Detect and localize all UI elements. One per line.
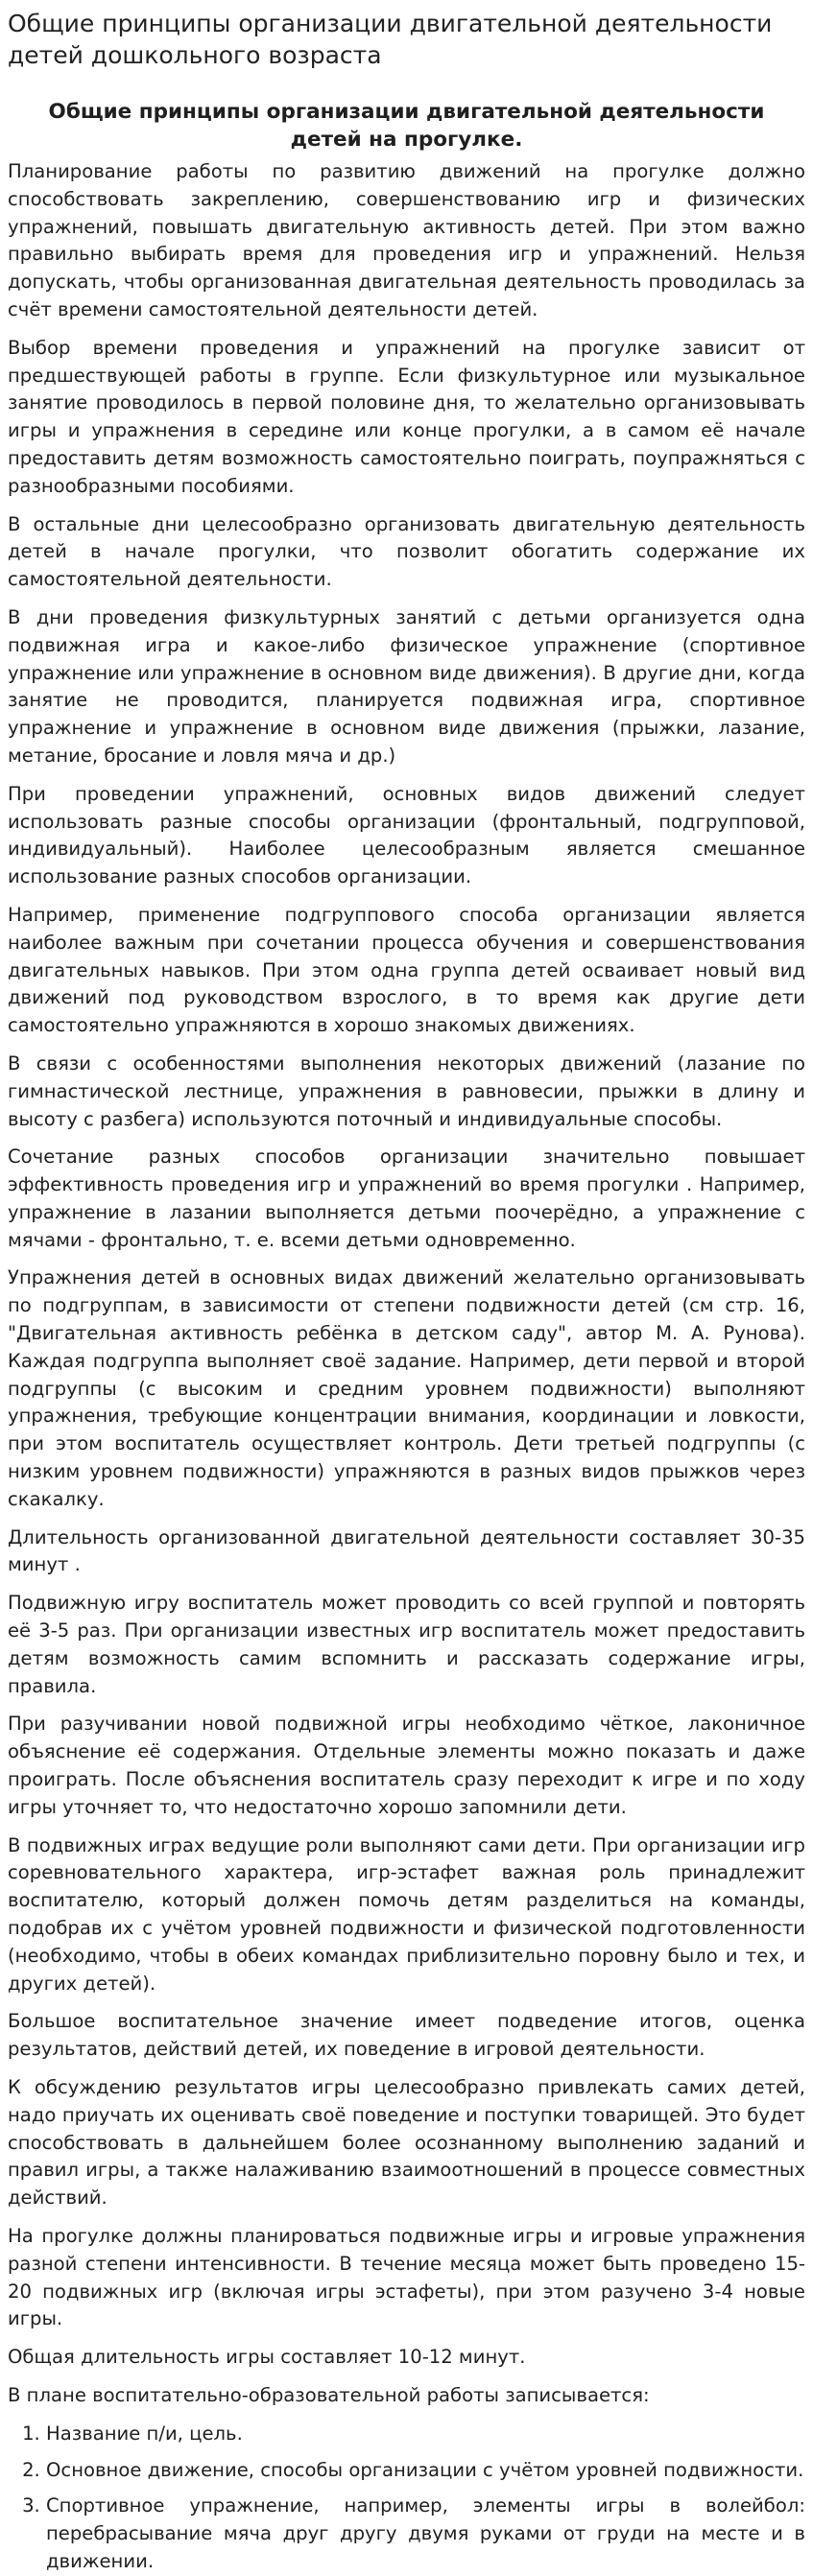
paragraph: Например, применение подгруппового способа организации является наиболее важным при сочетании процесса обучения и совершенствования двигательных навыков. При этом одна группа детей осваивает новый вид движений под руководством взрослого, в то время как другие дети самостоятельно упражняются в хорошо знакомых движениях.: [8, 903, 805, 1037]
paragraph: Общая длительность игры составляет 10-12 минут.: [8, 2346, 526, 2369]
paragraph: Подвижную игру воспитатель может проводить со всей группой и повторять её 3-5 раз. При организации известных игр воспитатель может предоставить детям возможность самим вспомнить и рассказать содержание игры, правила.: [8, 1592, 805, 1697]
paragraph: В дни проведения физкультурных занятий с детьми организуется одна подвижная игра и какое-либо физическое упражнение (спортивное упражнение или упражнение в основном виде движения). В другие дни, когда занятие не проводится, планируется подвижная игра, спортивное упражнение и упражнение в основном виде движения (прыжки, лазание, метание, бросание и ловля мяча и др.): [8, 605, 805, 767]
paragraph: Длительность организованной двигательной деятельности составляет 30-35 минут .: [8, 1525, 805, 1576]
paragraph: В остальные дни целесообразно организовать двигательную деятельность детей в начале прогулки, что позволит обогатить содержание их самостоятельной деятельности.: [8, 512, 805, 591]
paragraph: К обсуждению результатов игры целесообразно привлекать самих детей, надо приучать их оценивать своё поведение и поступки товарищей. Это будет способствовать в дальнейшем более осознанному выполнению заданий и правил игры, а также налаживанию взаимоотношений в процессе совместных действий.: [8, 2076, 805, 2210]
list-item: 2. Основное движение, способы организации с учётом уровней подвижности.: [46, 2457, 805, 2485]
paragraph: На прогулке должны планироваться подвижные игры и игровые упражнения разной степени интенсивности. В течение месяца может быть проведено 15-20 подвижных игр (включая игры эстафеты), при этом разучено 3-4 новые игры.: [8, 2224, 805, 2330]
paragraph: В подвижных играх ведущие роли выполняют сами дети. При организации игр соревновательного характера, игр-эстафет важная роль принадлежит воспитателю, который должен помочь детям разделиться на команды, подобрав их с учётом уровней подвижности и физической подготовленности (необходимо, чтобы в обеих командах приблизительно поровну было и тех, и других детей).: [8, 1833, 805, 1995]
article: [8, 98, 805, 2576]
list-item: 1. Название п/и, цель.: [46, 2421, 805, 2448]
paragraph: При проведении упражнений, основных видов движений следует использовать разные способы организации (фронтальный, подгрупповой, индивидуальный). Наиболее целесообразным является смешанное использование разных способов организации.: [8, 782, 805, 888]
paragraph: В связи с особенностями выполнения некоторых движений (лазание по гимнастической лестнице, упражнения в равновесии, прыжки в длину и высоту с разбега) используются поточный и индивидуальные способы.: [8, 1052, 805, 1130]
plan-list: [8, 2421, 805, 2576]
paragraph: Большое воспитательное значение имеет подведение итогов, оценка результатов, действий детей, их поведение в игровой деятельности.: [8, 2010, 805, 2061]
plan-intro: В плане воспитательно-образовательной работы записывается:: [8, 2383, 650, 2406]
paragraph: При разучивании новой подвижной игры необходимо чёткое, лаконичное объяснение её содержания. Отдельные элементы можно показать и даже проиграть. После объяснения воспитатель сразу переходит к игре и по ходу игры уточняет то, что недостаточно хорошо запомнили дети.: [8, 1713, 805, 1818]
list-item: 3. Спортивное упражнение, например, элементы игры в волейбол: перебрасывание мяча друг другу двумя руками от груди на месте и в движении.: [46, 2493, 805, 2575]
paragraph: Сочетание разных способов организации значительно повышает эффективность проведения игр и упражнений во время прогулки . Например, упражнение в лазании выполняется детьми поочерёдно, а упражнение с мячами - фронтально, т. е. всеми детьми одновременно.: [8, 1146, 805, 1251]
paragraph: Упражнения детей в основных видах движений желательно организовывать по подгруппам, в зависимости от степени подвижности детей (см стр. 16, "Двигательная активность ребёнка в детском саду", автор М. А. Рунова). Каждая подгруппа выполняет своё задание. Например, дети первой и второй подгруппы (с высоким и средним уровнем подвижности) выполняют упражнения, требующие концентрации внимания, координации и ловкости, при этом воспитатель осуществляет контроль. Дети третьей подгруппы (с низким уровнем подвижности) упражняются в разных видов прыжков через скакалку.: [8, 1266, 805, 1510]
page-title: Общие принципы организации двигательной деятельности детей дошкольного возраста: [8, 10, 773, 69]
article-heading: Общие принципы организации двигательной деятельности детей на прогулке.: [48, 100, 765, 152]
paragraph: Планирование работы по развитию движений на прогулке должно способствовать закреплению, совершенствованию игр и физических упражнений, повышать двигательную активность детей. При этом важно правильно выбирать время для проведения игр и упражнений. Нельзя допускать, чтобы организованная двигательная деятельность проводилась за счёт времени самостоятельной деятельности детей.: [8, 160, 805, 320]
paragraph: Выбор времени проведения и упражнений на прогулке зависит от предшествующей работы в группе. Если физкультурное или музыкальное занятие проводилось в первой половине дня, то желательно организовывать игры и упражнения в середине или конце прогулки, а в самом её начале предоставить детям возможность самостоятельно поиграть, поупражняться с разнообразными пособиями.: [8, 336, 805, 497]
